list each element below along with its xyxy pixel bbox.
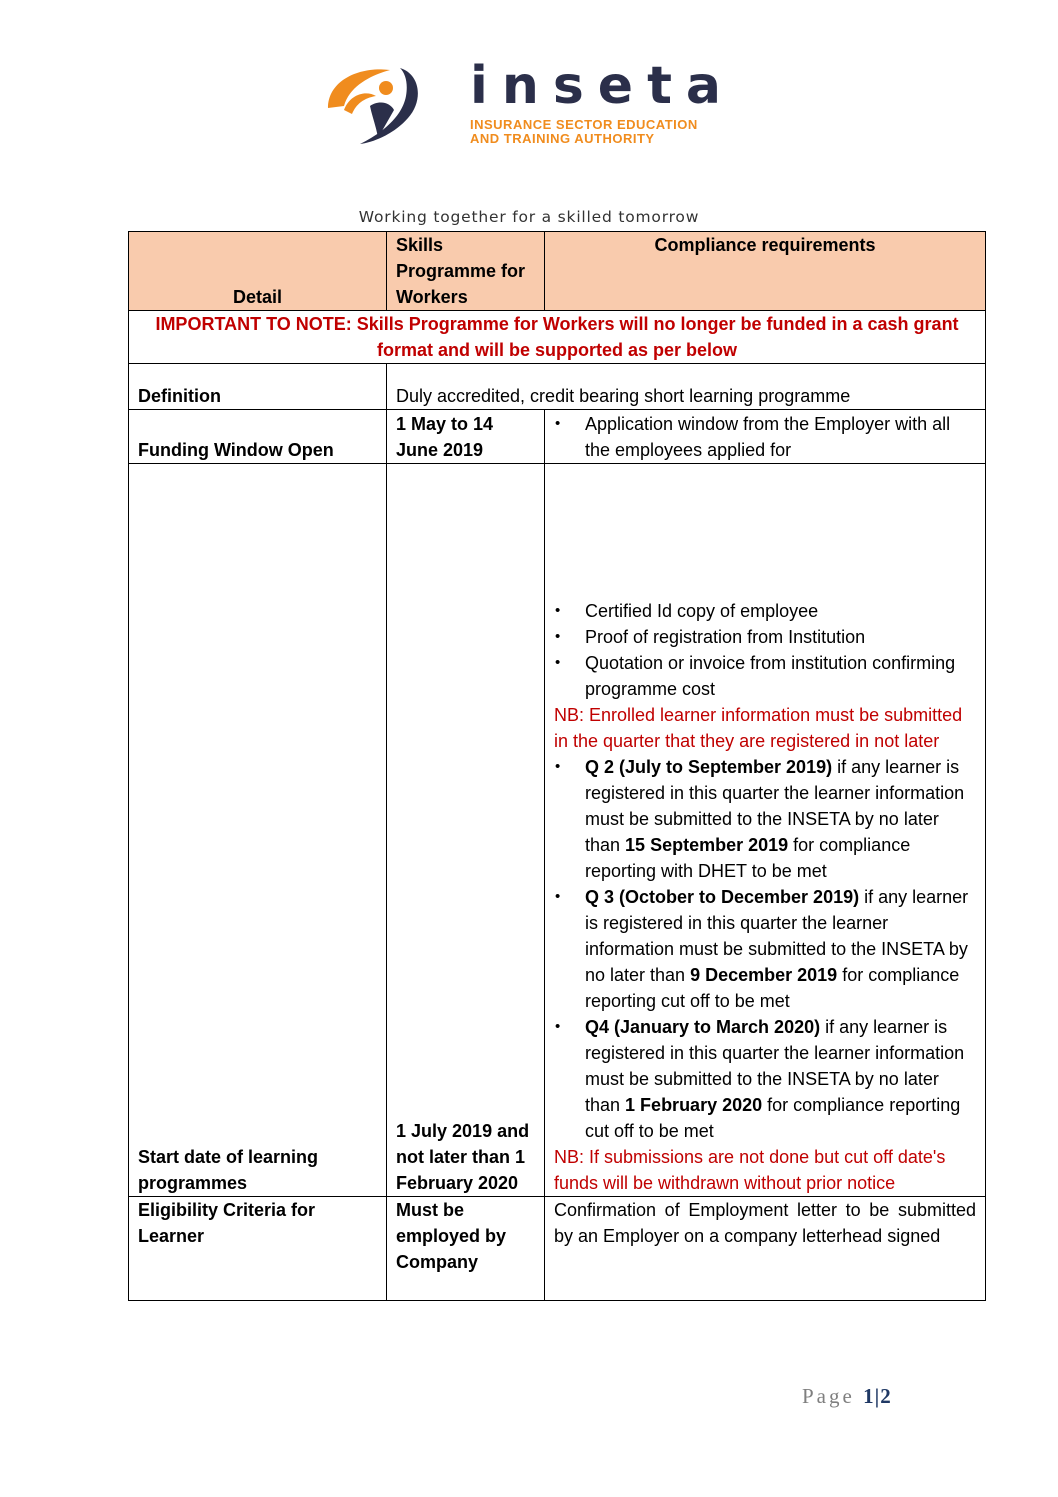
- quarter-date: 1 February 2020: [625, 1095, 763, 1115]
- list-item: [585, 1014, 976, 1144]
- table-header-row: [129, 232, 986, 311]
- quarter-label: Q4 (January to March 2020): [585, 1017, 821, 1037]
- inseta-emblem-icon: [320, 60, 460, 150]
- table-row: [129, 364, 986, 410]
- start-date-value: 1 July 2019 and not later than 1 February 2020: [387, 464, 545, 1197]
- nb-enrolled-note: NB: Enrolled learner information must be submitted in the quarter that they are registered in not later: [554, 705, 963, 751]
- logo-wordmark: inseta: [470, 56, 736, 116]
- list-item: • Certified Id copy of employee: [585, 598, 976, 624]
- table-row: [129, 464, 986, 1197]
- nb-withdrawal-note: NB: If submissions are not done but cut off date's funds will be withdrawn without prior notice: [554, 1147, 946, 1193]
- important-note-row: [129, 311, 986, 364]
- list-item: • Quotation or invoice from institution confirming programme cost: [585, 650, 976, 702]
- quarter-text: if any learner is registered in this quarter the learner information must be submitted to the INSETA by no later than: [585, 757, 965, 855]
- page-current: 1: [863, 1384, 875, 1408]
- quarter-text: for compliance reporting cut off to be met: [585, 1095, 961, 1141]
- funding-window-value: 1 May to 14 June 2019: [387, 410, 545, 464]
- quarter-date: 15 September 2019: [625, 835, 789, 855]
- funding-window-label: Funding Window Open: [129, 410, 387, 464]
- quarter-label: Q 2 (July to September 2019): [585, 757, 833, 777]
- eligibility-value: Must be employed by Company: [387, 1197, 545, 1301]
- list-item: [585, 884, 976, 1014]
- list-item: [585, 754, 976, 884]
- page-number: [802, 1384, 892, 1409]
- tagline: Working together for a skilled tomorrow: [358, 208, 700, 226]
- list-item: • Application window from the Employer with all the employees applied for: [585, 411, 976, 463]
- eligibility-label: Eligibility Criteria for Learner: [129, 1197, 387, 1301]
- page-separator: |: [874, 1384, 881, 1408]
- compliance-table: [128, 231, 986, 1301]
- header-detail: Detail: [129, 232, 387, 311]
- inseta-logo: [320, 56, 740, 150]
- eligibility-requirement: Confirmation of Employment letter to be submitted by an Employer on a company letterhead signed: [545, 1197, 986, 1301]
- list-item: • Proof of registration from Institution: [585, 624, 976, 650]
- quarter-text: if any learner is registered in this quarter the learner information must be submitted to the INSETA by no later than: [585, 1017, 965, 1115]
- quarter-text: for compliance reporting cut off to be met: [585, 965, 960, 1011]
- important-note: IMPORTANT TO NOTE: Skills Programme for Workers will no longer be funded in a cash grant format and will be supported as per below: [129, 311, 986, 364]
- quarter-date: 9 December 2019: [690, 965, 838, 985]
- table-row: [129, 410, 986, 464]
- logo-subtitle-line1: INSURANCE SECTOR EDUCATION: [470, 117, 698, 132]
- page-total: 2: [880, 1384, 892, 1408]
- logo-subtitle: [470, 118, 698, 146]
- page-word: Page: [802, 1384, 855, 1408]
- definition-value: Duly accredited, credit bearing short learning programme: [387, 364, 986, 410]
- header-compliance: Compliance requirements: [545, 232, 986, 311]
- start-date-requirements: [545, 464, 986, 1197]
- definition-label: Definition: [129, 364, 387, 410]
- funding-window-requirements: [545, 410, 986, 464]
- start-date-label: Start date of learning programmes: [129, 464, 387, 1197]
- quarter-text: if any learner is registered in this quarter the learner information must be submitted to the INSETA by no later than: [585, 887, 969, 985]
- quarter-label: Q 3 (October to December 2019): [585, 887, 860, 907]
- header-skills-programme: Skills Programme for Workers: [387, 232, 545, 311]
- quarter-text: for compliance reporting with DHET to be met: [585, 835, 911, 881]
- logo-subtitle-line2: AND TRAINING AUTHORITY: [470, 131, 655, 146]
- table-row: [129, 1197, 986, 1301]
